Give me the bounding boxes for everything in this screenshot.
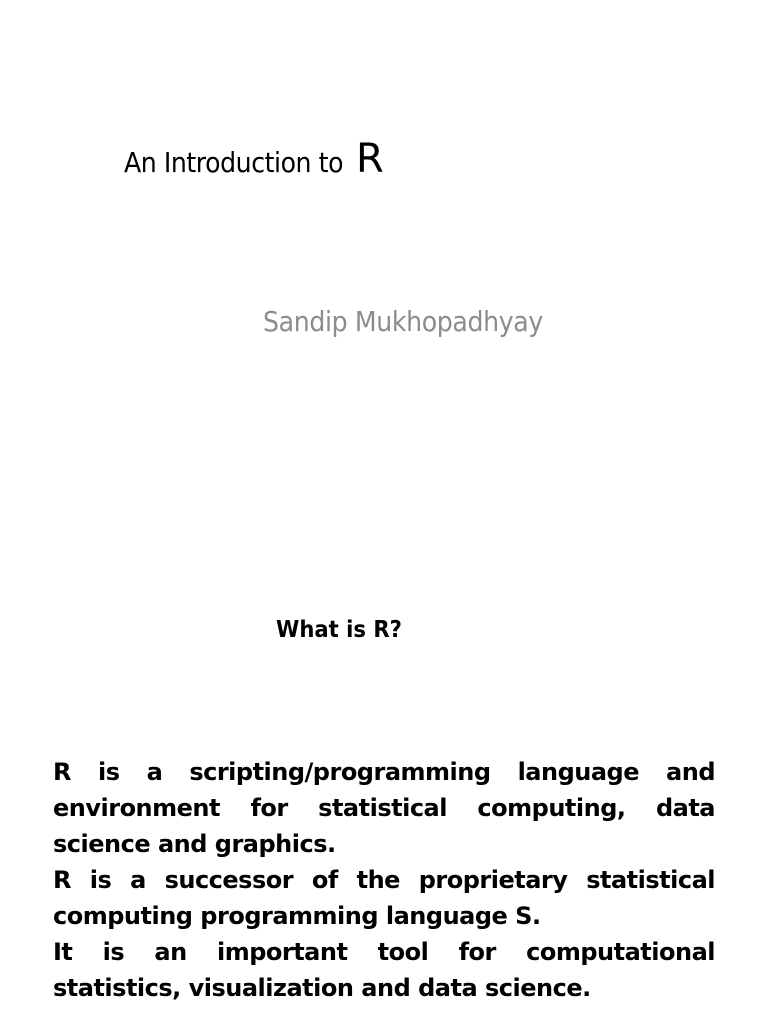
title-text: An Introduction to — [124, 146, 344, 179]
paragraph-definition: R is a scripting/programming language and environment for statistical computing, data science and graphics. — [53, 758, 715, 858]
body-text — [53, 754, 715, 1006]
author-name: Sandip Mukhopadhyay — [263, 305, 543, 338]
paragraph-successor: R is a successor of the proprietary statistical computing programming language S. — [53, 866, 715, 930]
title-r-letter: R — [355, 136, 384, 182]
presentation-title — [124, 136, 383, 182]
paragraph-importance: It is an important tool for computational statistics, visualization and data science. — [53, 938, 715, 1002]
section-heading: What is R? — [276, 617, 402, 643]
